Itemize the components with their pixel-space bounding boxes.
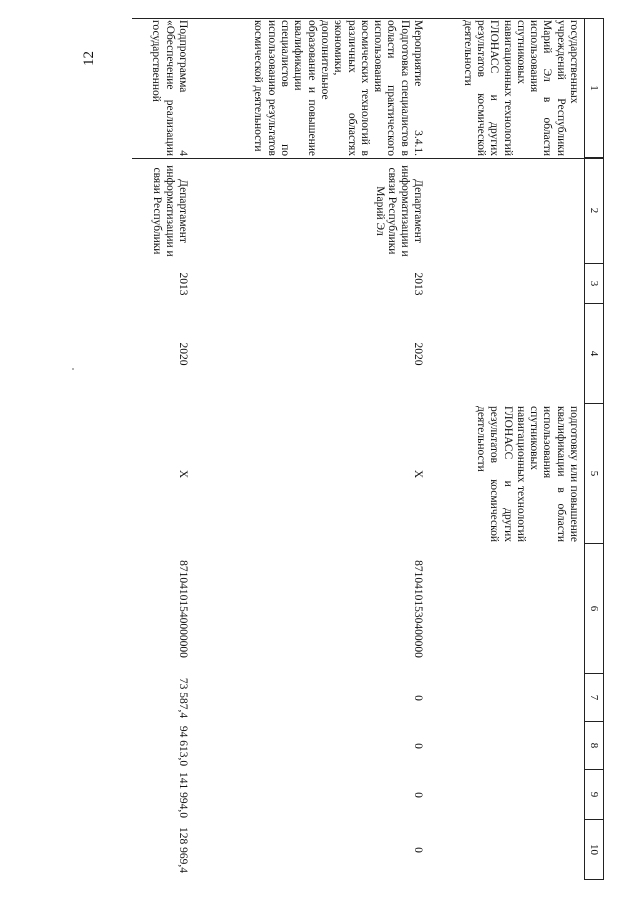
row-3-col-6: 87104101540000000: [177, 560, 189, 658]
row-2-col-4: 2020: [412, 342, 424, 366]
row-1-col-5: подготовку или повышение квалификации в области использования спутниковых навигационных технологий ГЛОНАСС и других результатов космической деятельности: [474, 406, 580, 542]
row-3-col-1: Подпрограмма 4 «Обеспечение реализации государственной: [150, 20, 189, 156]
row-3-col-8: 94 613,0: [177, 725, 189, 767]
row-2-col-9: 0: [412, 792, 424, 798]
row-3-col-10: 128 969,4: [177, 827, 189, 873]
row-2-col-3: 2013: [412, 272, 424, 296]
rotated-table-sheet: [112, 0, 612, 880]
row-2-col-5: X: [412, 469, 424, 479]
column-header-1: 1: [584, 18, 604, 158]
scan-speck: [72, 368, 74, 370]
row-2-col-10: 0: [412, 847, 424, 853]
row-3-col-9: 141 994,0: [177, 772, 189, 818]
row-2-col-8: 0: [412, 743, 424, 749]
column-header-9: 9: [584, 770, 604, 820]
table-row: [430, 18, 580, 880]
row-1-col-1: государственных учреждений Республики Марий Эл в области использования спутниковых навигационных технологий ГЛОНАСС и других результатов космической деятельности: [461, 20, 580, 156]
column-header-6: 6: [584, 544, 604, 674]
column-header-2: 2: [584, 158, 604, 264]
table: [112, 18, 604, 880]
page-number: 12: [81, 51, 97, 66]
table-row: [194, 18, 424, 880]
row-2-col-6: 87104101530400000: [412, 560, 424, 658]
column-header-7: 7: [584, 674, 604, 722]
row-3-col-2: Департамент информатизации и связи Республики: [151, 165, 189, 257]
row-2-col-1: Мероприятие 3.4.1. Подготовка специалистов в области практического использования космических технологий в различных областях экономики, дополнительное образование и повышение квалификации специалистов по использованию результатов космической деятельности: [252, 20, 424, 156]
row-3-col-7: 73 587,4: [177, 677, 189, 719]
column-header-5: 5: [584, 404, 604, 544]
column-header-10: 10: [584, 820, 604, 880]
row-3-col-3: 2013: [177, 272, 189, 296]
row-3-col-4: 2020: [177, 342, 189, 366]
row-2-col-2: Департамент информатизации и связи Республики Марий Эл: [373, 165, 424, 257]
row-2-col-7: 0: [412, 695, 424, 701]
row-3-col-5: X: [177, 469, 189, 479]
table-row: [129, 18, 189, 880]
column-header-3: 3: [584, 264, 604, 304]
column-header-4: 4: [584, 304, 604, 404]
column-header-8: 8: [584, 722, 604, 770]
